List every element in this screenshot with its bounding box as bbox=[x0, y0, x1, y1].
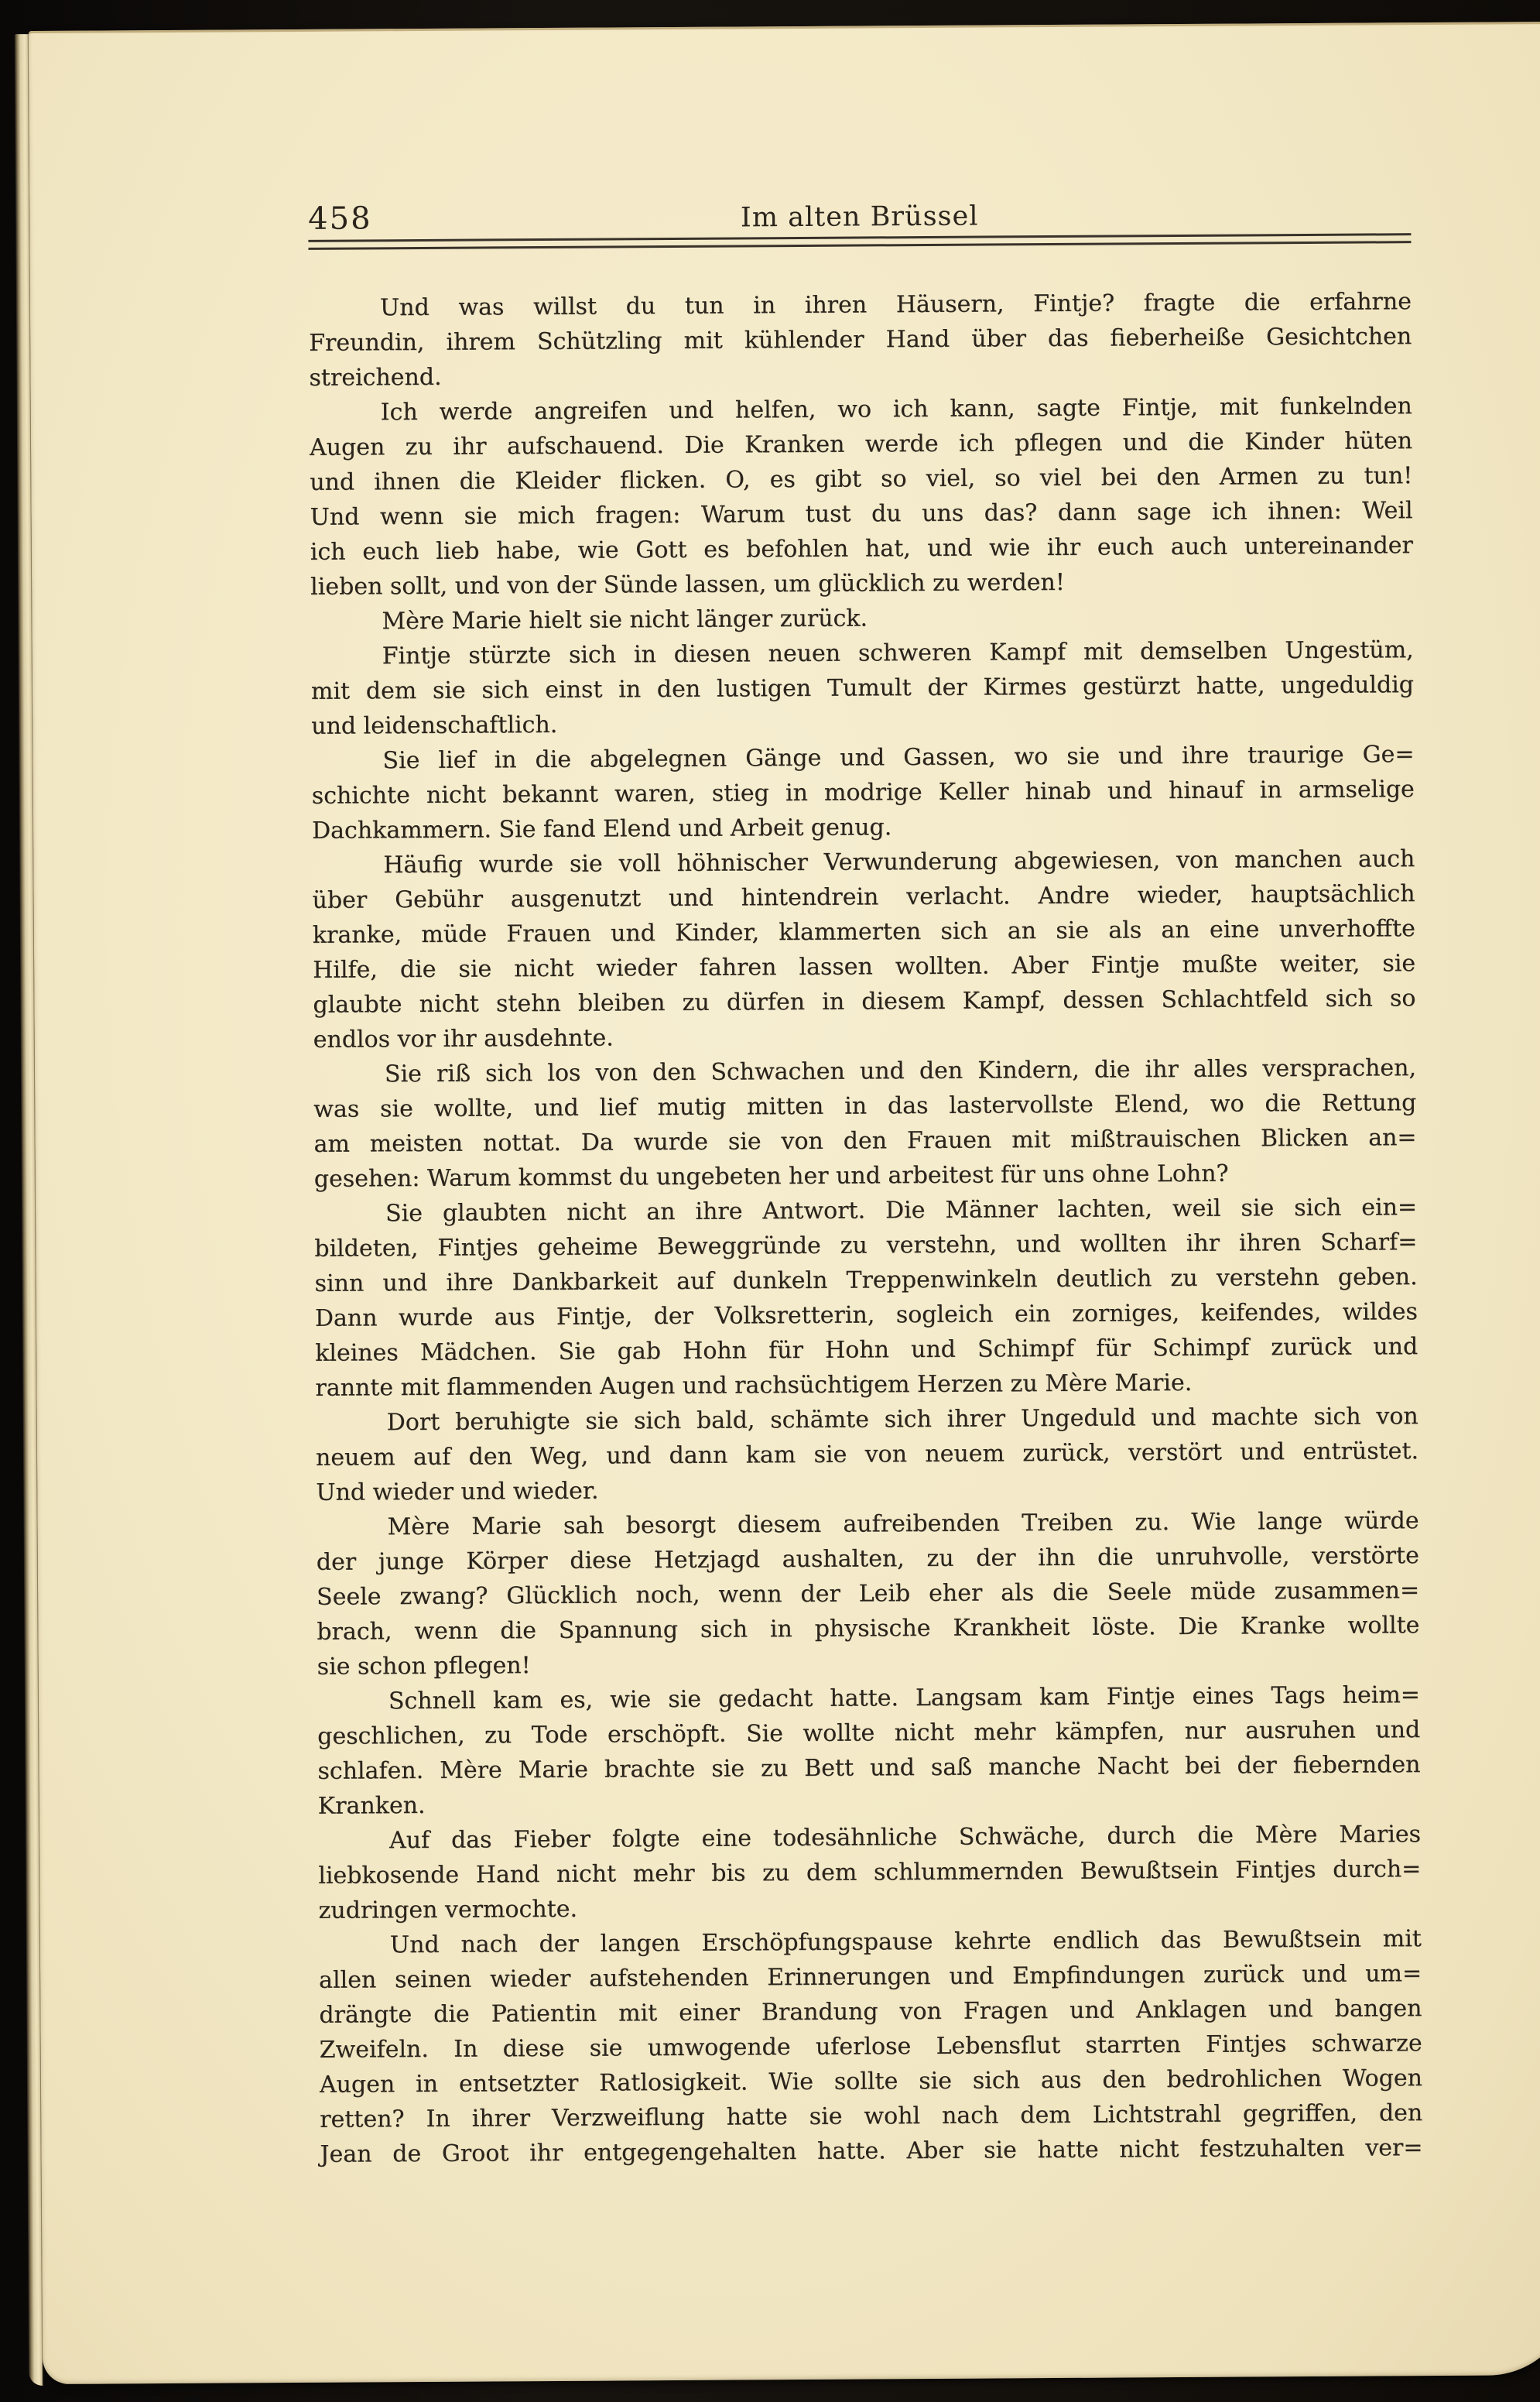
text-line: Mère Marie hielt sie nicht länger zurück. bbox=[382, 605, 868, 636]
paragraph bbox=[309, 284, 1412, 396]
text-line: geschlichen, zu Tode erschöpft. Sie wollte nicht mehr kämpfen, nur ausruhen und bbox=[317, 1716, 1421, 1750]
text-line: sie schon pflegen! bbox=[317, 1652, 531, 1681]
text-line: Mère Marie sah besorgt diesem aufreibenden Treiben zu. Wie lange würde bbox=[387, 1507, 1419, 1541]
paragraph bbox=[311, 737, 1415, 848]
text-line: neuem auf den Weg, und dann kam sie von neuem zurück, verstört und entrüstet. bbox=[315, 1437, 1419, 1472]
text-line: am meisten nottat. Da wurde sie von den Frauen mit mißtrauischen Blicken an= bbox=[313, 1124, 1417, 1158]
text-line: kleines Mädchen. Sie gab Hohn für Hohn und Schimpf für Schimpf zurück und bbox=[315, 1333, 1419, 1367]
text-column bbox=[309, 284, 1423, 2172]
text-line: über Gebühr ausgenutzt und hintendrein verlacht. Andre wieder, hauptsächlich bbox=[312, 880, 1415, 914]
text-line: und leidenschaftlich. bbox=[311, 711, 558, 740]
paragraph bbox=[317, 1677, 1421, 1824]
paragraph bbox=[314, 1190, 1419, 1406]
text-line: Zweifeln. In diese sie umwogende uferlose Lebensflut starrten Fintjes schwarze bbox=[319, 2030, 1422, 2064]
text-line: kranke, müde Frauen und Kinder, klammerten sich an sie als an eine unverhoffte bbox=[312, 915, 1415, 949]
text-line: Seele zwang? Glücklich noch, wenn der Leib eher als die Seele müde zusammen= bbox=[316, 1577, 1420, 1611]
text-line: zudringen vermochte. bbox=[318, 1895, 578, 1924]
text-line: Auf das Fieber folgte eine todesähnliche Schwäche, durch die Mère Maries bbox=[388, 1821, 1422, 1855]
text-line: glaubte nicht stehn bleiben zu dürfen in diesem Kampf, dessen Schlachtfeld sich so bbox=[313, 985, 1416, 1019]
text-line: gesehen: Warum kommst du ungebeten her und arbeitest für uns ohne Lohn? bbox=[313, 1160, 1229, 1193]
paragraph bbox=[316, 1503, 1419, 1684]
text-line: brach, wenn die Spannung sich in physische Krankheit löste. Die Kranke wollte bbox=[317, 1612, 1420, 1646]
text-line: schlafen. Mère Marie brachte sie zu Bett und saß manche Nacht bei der fiebernden bbox=[317, 1751, 1421, 1785]
text-line: Augen in entsetzter Ratlosigkeit. Wie sollte sie sich aus den bedrohlichen Wogen bbox=[319, 2064, 1423, 2099]
text-line: lieben sollt, und von der Sünde lassen, um glücklich zu werden! bbox=[310, 568, 1065, 601]
text-line: Freundin, ihrem Schützling mit kühlender Hand über das fieberheiße Gesichtchen bbox=[309, 323, 1412, 357]
text-line: Jean de Groot ihr entgegengehalten hatte. Aber sie hatte nicht festzuhalten ver= bbox=[320, 2134, 1423, 2168]
text-line: Und was willst du tun in ihren Häusern, Fintje? fragte die erfahrne bbox=[379, 288, 1412, 322]
book-page bbox=[29, 22, 1540, 2384]
text-line: Sie riß sich los von den Schwachen und den Kindern, die ihr alles versprachen, bbox=[384, 1054, 1417, 1088]
paragraph bbox=[312, 841, 1416, 1057]
text-line: was sie wollte, und lief mutig mitten in das lastervollste Elend, wo die Rettung bbox=[313, 1089, 1417, 1123]
text-line: Und wieder und wieder. bbox=[316, 1477, 599, 1506]
page-edge-left bbox=[15, 34, 43, 2386]
text-line: endlos vor ihr ausdehnte. bbox=[313, 1024, 614, 1054]
paragraph bbox=[316, 1399, 1419, 1510]
text-line: allen seinen wieder aufstehenden Erinnerungen und Empfindungen zurück und um= bbox=[319, 1960, 1422, 1994]
paragraph bbox=[318, 1817, 1422, 1928]
text-line: retten? In ihrer Verzweiflung hatte sie wohl nach dem Lichtstrahl gegriffen, den bbox=[320, 2099, 1423, 2133]
text-line: Schnell kam es, wie sie gedacht hatte. Langsam kam Fintje eines Tags heim= bbox=[388, 1681, 1421, 1715]
text-line: streichend. bbox=[309, 363, 442, 392]
text-line: Und wenn sie mich fragen: Warum tust du uns das? dann sage ich ihnen: Weil bbox=[310, 497, 1413, 531]
text-line: Dachkammern. Sie fand Elend und Arbeit genug. bbox=[311, 814, 892, 845]
text-line: Häufig wurde sie voll höhnischer Verwunderung abgewiesen, von manchen auch bbox=[383, 845, 1415, 879]
text-line: Dort beruhigte sie sich bald, schämte sich ihrer Ungeduld und machte sich von bbox=[386, 1403, 1419, 1437]
paragraph bbox=[310, 389, 1414, 605]
text-line: Ich werde angreifen und helfen, wo ich kann, sagte Fintje, mit funkelnden bbox=[380, 392, 1412, 427]
text-line: liebkosende Hand nicht mehr bis zu dem schlummernden Bewußtsein Fintjes durch= bbox=[318, 1855, 1422, 1890]
text-line: rannte mit flammenden Augen und rachsüchtigem Herzen zu Mère Marie. bbox=[315, 1369, 1193, 1402]
text-line: der junge Körper diese Hetzjagd aushalten, zu der ihn die unruhvolle, verstörte bbox=[316, 1542, 1419, 1576]
text-line: Dann wurde aus Fintje, der Volksretterin, sogleich ein zorniges, keifendes, wildes bbox=[314, 1298, 1418, 1332]
text-line: Und nach der langen Erschöpfungspause kehrte endlich das Bewußtsein mit bbox=[389, 1925, 1422, 1959]
text-line: Sie glaubten nicht an ihre Antwort. Die Männer lachten, weil sie sich ein= bbox=[385, 1194, 1418, 1228]
text-line: ich euch lieb habe, wie Gott es befohlen hat, und wie ihr euch auch untereinander bbox=[310, 532, 1413, 566]
page-number: 458 bbox=[308, 200, 372, 237]
text-line: drängte die Patientin mit einer Brandung von Fragen und Anklagen und bangen bbox=[319, 1995, 1422, 2029]
text-line: schichte nicht bekannt waren, stieg in modrige Keller hinab und hinauf in armselige bbox=[311, 776, 1415, 810]
paragraph bbox=[313, 1050, 1417, 1197]
page-header bbox=[308, 194, 1411, 240]
text-line: Augen zu ihr aufschauend. Die Kranken werde ich pflegen und die Kinder hüten bbox=[309, 427, 1413, 461]
paragraph bbox=[311, 632, 1415, 744]
text-line: Fintje stürzte sich in diesen neuen schweren Kampf mit demselben Ungestüm, bbox=[382, 636, 1414, 670]
text-line: Hilfe, die sie nicht wieder fahren lassen wollten. Aber Fintje mußte weiter, sie bbox=[313, 950, 1416, 984]
paragraph bbox=[319, 1921, 1423, 2172]
text-line: und ihnen die Kleider flicken. O, es gibt so viel, so viel bei den Armen zu tun! bbox=[310, 462, 1413, 496]
running-title: Im alten Brüssel bbox=[740, 200, 979, 234]
text-line: Sie lief in die abgelegnen Gänge und Gassen, wo sie und ihre traurige Ge= bbox=[382, 741, 1415, 775]
text-line: bildeten, Fintjes geheime Beweggründe zu verstehn, und wollten ihr ihren Scharf= bbox=[314, 1228, 1418, 1263]
text-line: Kranken. bbox=[317, 1791, 426, 1820]
text-line: mit dem sie sich einst in den lustigen Tumult der Kirmes gestürzt hatte, ungeduldig bbox=[310, 671, 1415, 705]
text-line: sinn und ihre Dankbarkeit auf dunkeln Treppenwinkeln deutlich zu verstehn geben. bbox=[314, 1263, 1418, 1297]
